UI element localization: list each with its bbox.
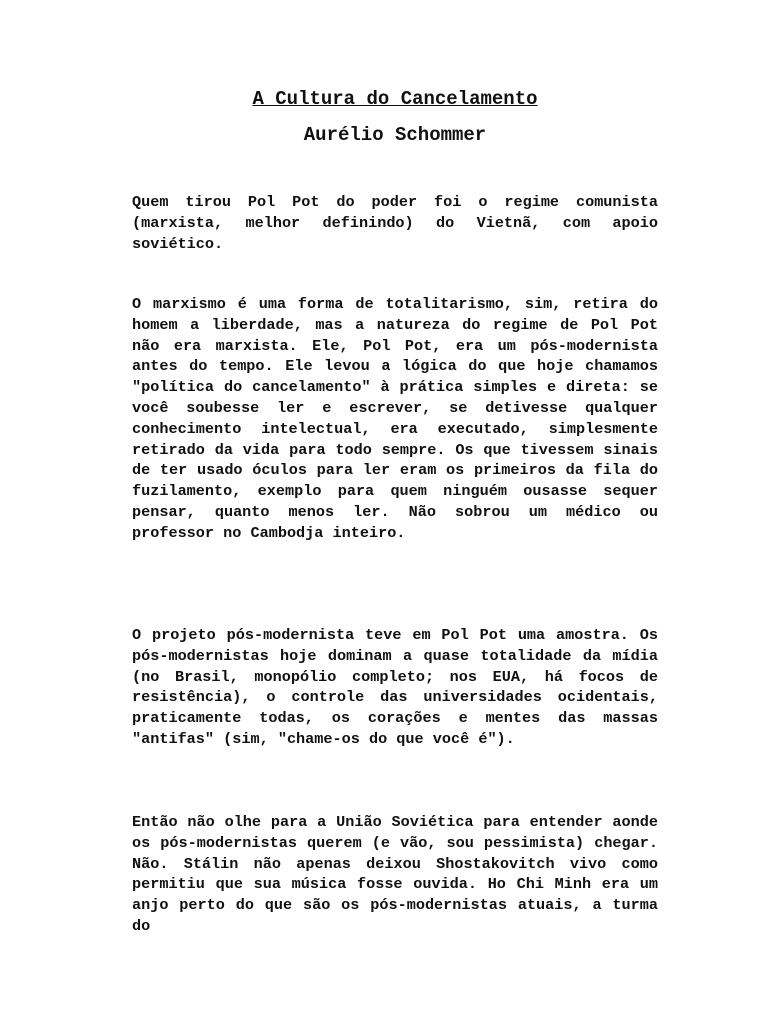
paragraph-3: O projeto pós-modernista teve em Pol Pot uma amostra. Os pós-modernistas hoje dominam a quase totalidade da mídia (no Brasil, monopólio completo; nos EUA, há focos de resistência), o controle das universidades ocidentais, praticamente todas, os corações e mentes das massas "antifas" (sim, "chame-os do que você é"). [132, 626, 658, 748]
document-title: A Cultura do Cancelamento [252, 88, 538, 110]
paragraph-4: Então não olhe para a União Soviética para entender aonde os pós-modernistas querem (e vão, sou pessimista) chegar. Não. Stálin não apenas deixou Shostakovitch vivo como permitiu que sua música fosse ouvida. Ho Chi Minh era um anjo perto do que são os pós-modernistas atuais, a turma do [132, 813, 658, 935]
document-author: Aurélio Schommer [303, 124, 487, 146]
paragraph-1: Quem tirou Pol Pot do poder foi o regime comunista (marxista, melhor definindo) do Vietnã, com apoio soviético. [132, 193, 658, 253]
paragraph-2: O marxismo é uma forma de totalitarismo, sim, retira do homem a liberdade, mas a natureza do regime de Pol Pot não era marxista. Ele, Pol Pot, era um pós-modernista antes do tempo. Ele levou a lógica do que hoje chamamos "política do cancelamento" à prática simples e direta: se você soubesse ler e escrever, se detivesse qualquer conhecimento intelectual, era executado, simplesmente retirado da vida para todo sempre. Os que tivessem sinais de ter usado óculos para ler eram os primeiros da fila do fuzilamento, exemplo para quem ninguém ousasse sequer pensar, quanto menos ler. Não sobrou um médico ou professor no Cambodja inteiro. [132, 295, 658, 542]
